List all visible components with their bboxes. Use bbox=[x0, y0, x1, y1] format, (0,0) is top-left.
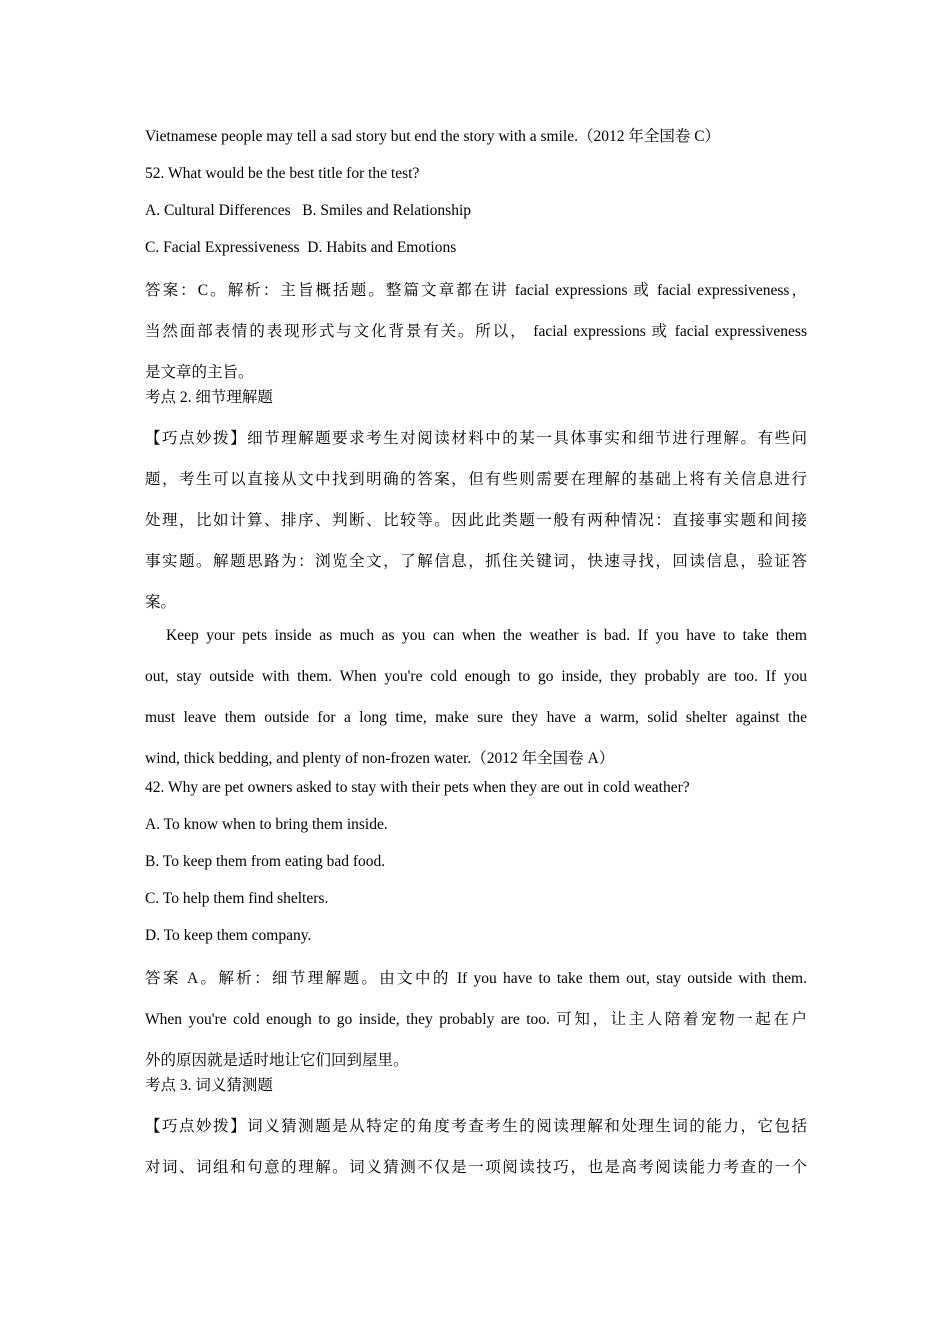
tip-line: 题，考生可以直接从文中找到明确的答案，但有些则需要在理解的基础上将有关信息进行 bbox=[145, 471, 807, 488]
passage-1-ending: Vietnamese people may tell a sad story but end the story with a smile.（2012 年全国卷 C） bbox=[145, 128, 721, 145]
tip-line: 【巧点妙拨】细节理解题要求考生对阅读材料中的某一具体事实和细节进行理解。有些问 bbox=[145, 430, 807, 447]
question-42-option-a: A. To know when to bring them inside. bbox=[145, 816, 388, 833]
tip-line: 事实题。解题思路为：浏览全文，了解信息，抓住关键词，快速寻找，回读信息，验证答 bbox=[145, 553, 807, 570]
passage-line: Keep your pets inside as much as you can when the weather is bad. If you have to take them bbox=[166, 627, 807, 644]
passage-line: must leave them outside for a long time, make sure they have a warm, solid shelter against the bbox=[145, 709, 807, 726]
tip-line: 案。 bbox=[145, 594, 177, 611]
question-52-answer bbox=[145, 270, 807, 389]
section-heading-point-2: 考点 2. 细节理解题 bbox=[145, 389, 273, 406]
question-52-options-ab: A. Cultural Differences B. Smiles and Relationship bbox=[145, 202, 472, 219]
tip-line: 【巧点妙拨】词义猜测题是从特定的角度考查考生的阅读理解和处理生词的能力，它包括 bbox=[145, 1118, 807, 1135]
answer-line: When you're cold enough to go inside, they probably are too. 可知，让主人陪着宠物一起在户 bbox=[145, 1011, 807, 1028]
answer-line: 是文章的主旨。 bbox=[145, 364, 254, 381]
tip-line: 处理，比如计算、排序、判断、比较等。因此此类题一般有两种情况：直接事实题和间接 bbox=[145, 512, 807, 529]
question-42: 42. Why are pet owners asked to stay with their pets when they are out in cold weather? bbox=[145, 779, 690, 796]
question-52: 52. What would be the best title for the test? bbox=[145, 165, 420, 182]
question-42-option-d: D. To keep them company. bbox=[145, 927, 312, 944]
passage-2 bbox=[145, 615, 807, 775]
answer-line: 答案：C。解析：主旨概括题。整篇文章都在讲 facial expressions 或 facial expressiveness， bbox=[145, 282, 807, 299]
answer-line: 外的原因就是适时地让它们回到屋里。 bbox=[145, 1052, 409, 1069]
answer-line: 答案 A。解析：细节理解题。由文中的 If you have to take them out, stay outside with them. bbox=[145, 970, 807, 987]
question-42-option-b: B. To keep them from eating bad food. bbox=[145, 853, 386, 870]
point-2-tip bbox=[145, 418, 807, 619]
point-3-tip bbox=[145, 1106, 807, 1188]
question-42-answer bbox=[145, 958, 807, 1077]
passage-line: out, stay outside with them. When you're cold enough to go inside, they probably are too. If you bbox=[145, 668, 807, 685]
passage-line: wind, thick bedding, and plenty of non-frozen water.（2012 年全国卷 A） bbox=[145, 750, 615, 767]
document-page bbox=[145, 124, 807, 1188]
question-42-option-c: C. To help them find shelters. bbox=[145, 890, 329, 907]
answer-line: 当然面部表情的表现形式与文化背景有关。所以， facial expressions 或 facial expressiveness bbox=[145, 323, 807, 340]
tip-line: 对词、词组和句意的理解。词义猜测不仅是一项阅读技巧，也是高考阅读能力考查的一个 bbox=[145, 1159, 807, 1176]
section-heading-point-3: 考点 3. 词义猜测题 bbox=[145, 1077, 273, 1094]
question-52-options-cd: C. Facial Expressiveness D. Habits and Emotions bbox=[145, 239, 457, 256]
